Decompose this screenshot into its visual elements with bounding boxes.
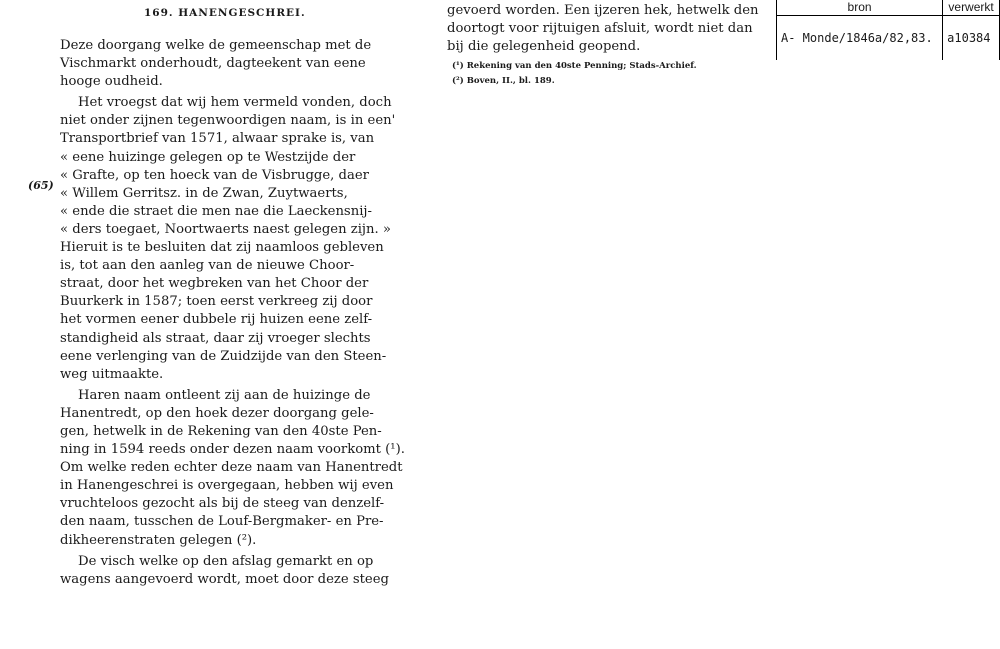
text-line: eene verlenging van de Zuidzijde van den Steen- xyxy=(60,348,387,364)
cell-bron: A- Monde/1846a/82,83. xyxy=(777,16,943,61)
text-line: straat, door het wegbreken van het Choor der xyxy=(60,276,369,292)
paragraph xyxy=(60,37,372,91)
text-line: Haren naam ontleent zij aan de huizinge de xyxy=(78,387,371,403)
footnote-2: (²) Boven, II., bl. 189. xyxy=(452,76,555,86)
paragraph xyxy=(447,2,759,56)
text-line: « Grafte, op ten hoeck van de Visbrugge, daer xyxy=(60,167,369,183)
text-line: hooge oudheid. xyxy=(60,74,163,90)
footnote-1: (¹) Rekening van den 40ste Penning; Stads-Archief. xyxy=(452,61,697,71)
text-line: Vischmarkt onderhoudt, dagteekent van eene xyxy=(60,56,366,72)
page-header: 169. HANENGESCHREI. xyxy=(144,7,306,19)
text-line: in Hanengeschrei is overgegaan, hebben wij even xyxy=(60,478,394,494)
left-column xyxy=(60,37,405,592)
text-line: niet onder zijnen tegenwoordigen naam, is in een' xyxy=(60,113,396,129)
paragraph xyxy=(60,553,389,589)
text-line: den naam, tusschen de Louf-Bergmaker- en Pre- xyxy=(60,514,384,530)
text-line: is, tot aan den aanleg van de nieuwe Choor- xyxy=(60,258,355,274)
paragraph xyxy=(60,387,405,550)
cell-verwerkt: a10384 xyxy=(943,16,1000,61)
paragraph xyxy=(60,94,396,384)
text-line: dikheerenstraten gelegen (²). xyxy=(60,532,257,548)
text-line: Om welke reden echter deze naam van Hanentredt xyxy=(60,460,403,476)
text-line: standigheid als straat, daar zij vroeger slechts xyxy=(60,330,371,346)
text-line: Buurkerk in 1587; toen eerst verkreeg zij door xyxy=(60,294,373,310)
text-line: « ders toegaet, Noortwaerts naest gelegen zijn. » xyxy=(60,221,391,237)
text-line: ning in 1594 reeds onder dezen naam voorkomt (¹). xyxy=(60,442,405,458)
text-line: Deze doorgang welke de gemeenschap met de xyxy=(60,38,372,53)
text-line: doortogt voor rijtuigen afsluit, wordt niet dan xyxy=(447,21,753,37)
margin-annotation: (65) xyxy=(28,179,54,192)
text-line: « eene huizinge gelegen op te Westzijde der xyxy=(60,149,356,165)
text-line: Transportbrief van 1571, alwaar sprake is, van xyxy=(60,131,375,147)
text-line: Hieruit is te besluiten dat zij naamloos gebleven xyxy=(60,240,384,256)
text-line: gevoerd worden. Een ijzeren hek, hetwelk den xyxy=(447,3,759,18)
text-line: het vormen eener dubbele rij huizen eene zelf- xyxy=(60,312,373,328)
text-line: gen, hetwelk in de Rekening van den 40ste Pen- xyxy=(60,423,382,439)
text-line: « Willem Gerritsz. in de Zwan, Zuytwaerts, xyxy=(60,185,348,201)
header-verwerkt: verwerkt xyxy=(943,0,1000,16)
text-line: « ende die straet die men nae die Laeckensnij- xyxy=(60,203,372,219)
metadata-table xyxy=(776,0,1000,60)
text-line: wagens aangevoerd wordt, moet door deze steeg xyxy=(60,571,389,587)
text-line: weg uitmaakte. xyxy=(60,366,164,382)
text-line: De visch welke op den afslag gemarkt en op xyxy=(78,553,374,569)
text-line: Hanentredt, op den hoek dezer doorgang gele- xyxy=(60,405,374,421)
header-bron: bron xyxy=(777,0,943,16)
right-column xyxy=(447,2,759,59)
text-line: vruchteloos gezocht als bij de steeg van denzelf- xyxy=(60,496,385,512)
text-line: Het vroegst dat wij hem vermeld vonden, doch xyxy=(78,95,392,111)
text-line: bij die gelegenheid geopend. xyxy=(447,39,641,55)
